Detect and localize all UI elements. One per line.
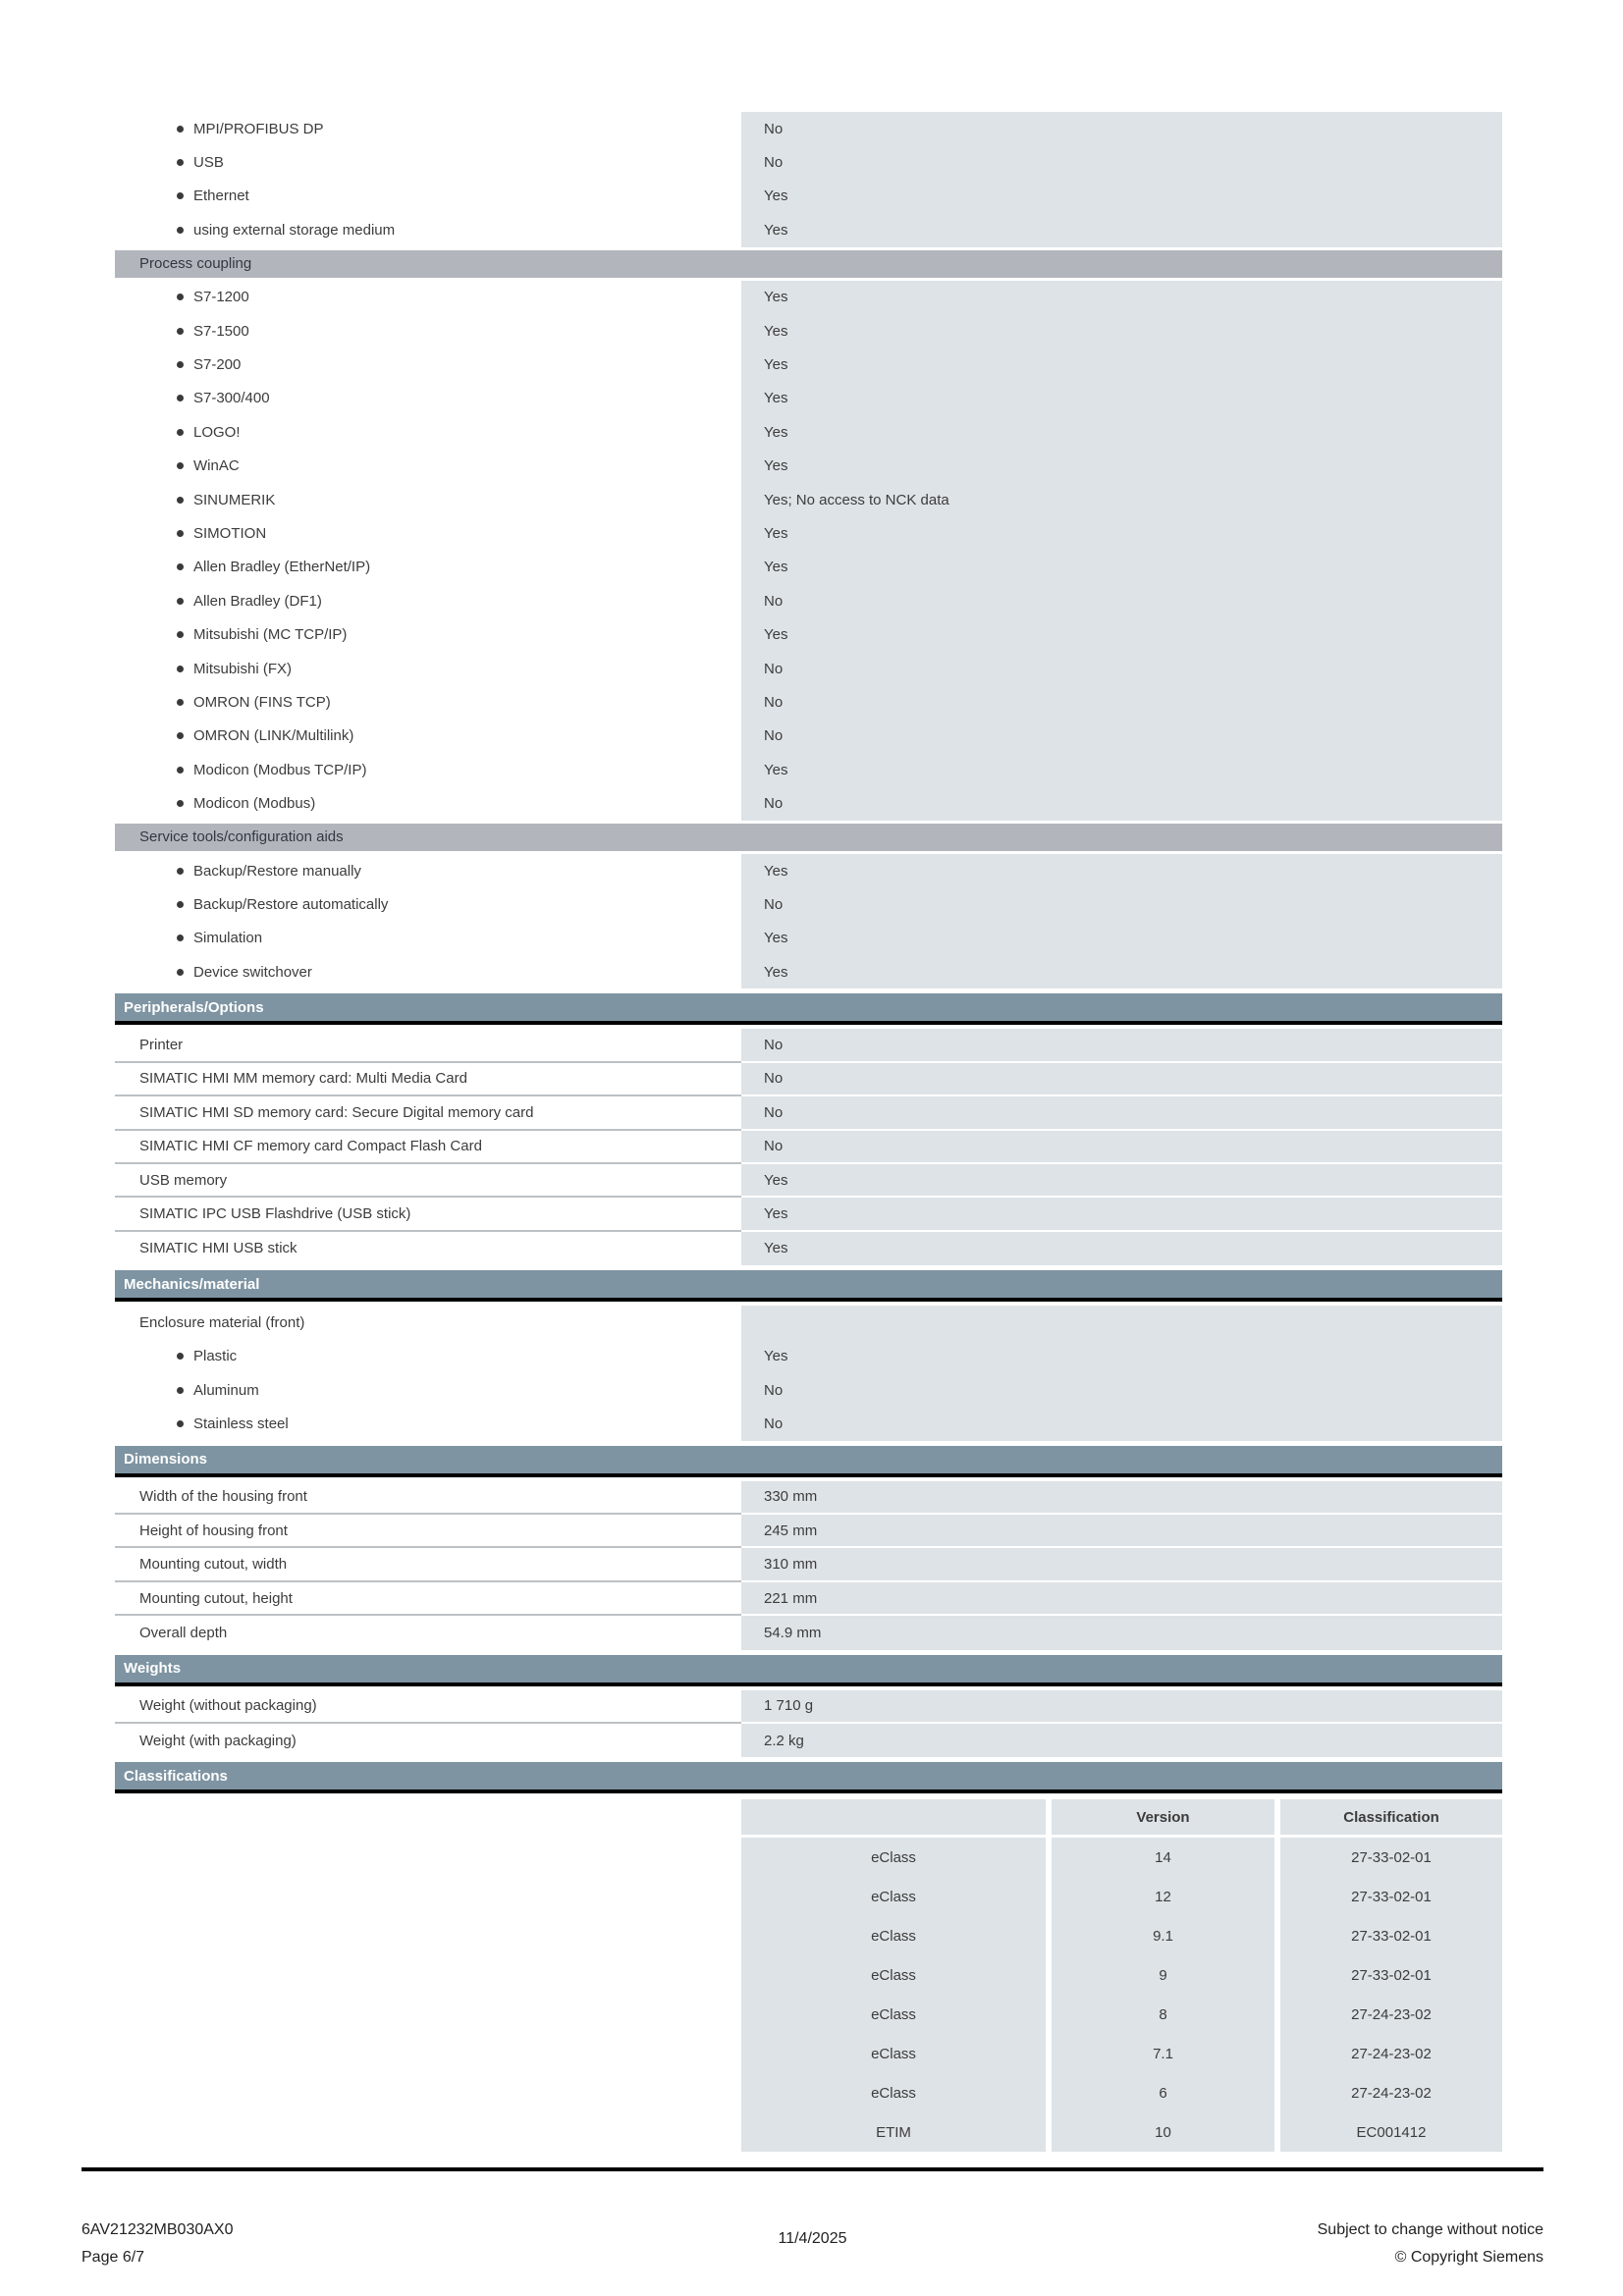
spec-label-cell bbox=[115, 347, 741, 381]
spec-value-cell bbox=[741, 483, 1502, 516]
spec-label: Height of housing front bbox=[139, 1522, 288, 1539]
spec-value: Yes bbox=[764, 1348, 788, 1365]
table-cell: eClass bbox=[741, 1955, 1046, 1995]
spec-value-cell bbox=[741, 551, 1502, 584]
bullet-icon bbox=[177, 1353, 184, 1360]
spec-label-cell bbox=[115, 281, 741, 314]
spec-value-cell bbox=[741, 887, 1502, 921]
change-notice: Subject to change without notice bbox=[1317, 2221, 1543, 2238]
spec-label-cell bbox=[115, 1690, 741, 1724]
spec-label-cell bbox=[115, 1616, 741, 1649]
spec-row bbox=[115, 1340, 1502, 1373]
spec-label: SIMATIC HMI SD memory card: Secure Digital memory card bbox=[139, 1103, 534, 1121]
spec-label: Allen Bradley (DF1) bbox=[193, 592, 322, 610]
spec-label: using external storage medium bbox=[193, 221, 396, 239]
classification-table bbox=[741, 1799, 1502, 2152]
spec-label: Modicon (Modbus TCP/IP) bbox=[193, 761, 367, 778]
spec-value-cell bbox=[741, 1407, 1502, 1440]
column-header: Version bbox=[1052, 1799, 1274, 1835]
spec-label-cell bbox=[115, 1340, 741, 1373]
spec-value-cell bbox=[741, 180, 1502, 213]
spec-value: 1 710 g bbox=[764, 1697, 814, 1715]
spec-label-cell bbox=[115, 213, 741, 246]
spec-value-cell bbox=[741, 450, 1502, 483]
spec-value-cell bbox=[741, 1373, 1502, 1407]
spec-value: Yes bbox=[764, 1240, 788, 1257]
spec-value-cell bbox=[741, 1582, 1502, 1616]
section-title: Process coupling bbox=[139, 255, 252, 273]
spec-label-cell bbox=[115, 516, 741, 550]
table-cell: eClass bbox=[741, 2034, 1046, 2073]
spec-row bbox=[115, 1515, 1502, 1548]
spec-label-cell bbox=[115, 551, 741, 584]
spec-value-cell bbox=[741, 314, 1502, 347]
table-cell: eClass bbox=[741, 1877, 1046, 1916]
section-header bbox=[115, 1270, 1502, 1302]
spec-row bbox=[115, 786, 1502, 820]
table-cell: 27-33-02-01 bbox=[1280, 1916, 1502, 1955]
spec-label-cell bbox=[115, 1548, 741, 1581]
bullet-icon bbox=[177, 1387, 184, 1394]
spec-row bbox=[115, 314, 1502, 347]
spec-row bbox=[115, 1096, 1502, 1130]
bullet-icon bbox=[177, 800, 184, 807]
spec-row bbox=[115, 1164, 1502, 1198]
spec-label: Aluminum bbox=[193, 1381, 259, 1399]
spec-value-cell bbox=[741, 685, 1502, 719]
bullet-icon bbox=[177, 294, 184, 300]
spec-label: Weight (without packaging) bbox=[139, 1697, 317, 1715]
table-cell: 27-24-23-02 bbox=[1280, 2073, 1502, 2112]
spec-row bbox=[115, 213, 1502, 246]
spec-rows-block bbox=[115, 1306, 1502, 1441]
spec-row bbox=[115, 584, 1502, 617]
table-cell: 9.1 bbox=[1052, 1916, 1274, 1955]
spec-value-cell bbox=[741, 584, 1502, 617]
spec-label-cell bbox=[115, 617, 741, 651]
bullet-icon bbox=[177, 563, 184, 570]
bullet-icon bbox=[177, 126, 184, 133]
spec-value-cell bbox=[741, 1616, 1502, 1649]
spec-value: No bbox=[764, 693, 784, 711]
spec-value: No bbox=[764, 1415, 784, 1432]
spec-value: Yes bbox=[764, 761, 788, 778]
spec-label-cell bbox=[115, 922, 741, 955]
spec-label: S7-200 bbox=[193, 356, 242, 374]
spec-label: Mitsubishi (FX) bbox=[193, 660, 293, 677]
bullet-icon bbox=[177, 934, 184, 941]
table-cell: 27-24-23-02 bbox=[1280, 2034, 1502, 2073]
spec-label: Modicon (Modbus) bbox=[193, 795, 316, 813]
spec-value-cell bbox=[741, 281, 1502, 314]
spec-row bbox=[115, 617, 1502, 651]
spec-label: WinAC bbox=[193, 457, 240, 475]
spec-row bbox=[115, 1306, 1502, 1339]
spec-value: No bbox=[764, 895, 784, 913]
spec-value: 54.9 mm bbox=[764, 1624, 822, 1641]
table-cell: eClass bbox=[741, 1995, 1046, 2034]
spec-value: No bbox=[764, 154, 784, 172]
spec-row bbox=[115, 887, 1502, 921]
spec-label: S7-1200 bbox=[193, 289, 249, 306]
section-header bbox=[115, 1655, 1502, 1686]
spec-label: Mounting cutout, height bbox=[139, 1589, 293, 1607]
table-cell: 12 bbox=[1052, 1877, 1274, 1916]
spec-value-cell bbox=[741, 1198, 1502, 1231]
spec-value: Yes bbox=[764, 390, 788, 407]
spec-value: Yes bbox=[764, 626, 788, 644]
spec-label-cell bbox=[115, 1582, 741, 1616]
spec-row bbox=[115, 516, 1502, 550]
spec-label-cell bbox=[115, 887, 741, 921]
spec-label: SIMATIC HMI MM memory card: Multi Media Card bbox=[139, 1070, 467, 1088]
spec-label-cell bbox=[115, 1096, 741, 1130]
spec-label-cell bbox=[115, 1164, 741, 1198]
spec-value: No bbox=[764, 1381, 784, 1399]
spec-label: OMRON (FINS TCP) bbox=[193, 693, 331, 711]
spec-label: Simulation bbox=[193, 930, 263, 947]
spec-row bbox=[115, 1198, 1502, 1231]
spec-row bbox=[115, 1407, 1502, 1440]
section-title: Classifications bbox=[124, 1767, 228, 1785]
spec-label-cell bbox=[115, 314, 741, 347]
spec-row bbox=[115, 483, 1502, 516]
spec-rows-block bbox=[115, 281, 1502, 821]
bullet-icon bbox=[177, 159, 184, 166]
spec-row bbox=[115, 1063, 1502, 1096]
column-header bbox=[741, 1799, 1046, 1835]
spec-row bbox=[115, 854, 1502, 887]
spec-value-cell bbox=[741, 516, 1502, 550]
spec-value: 330 mm bbox=[764, 1488, 818, 1506]
spec-row bbox=[115, 652, 1502, 685]
spec-label-cell bbox=[115, 483, 741, 516]
table-cell: eClass bbox=[741, 1838, 1046, 1877]
spec-label: Stainless steel bbox=[193, 1415, 289, 1432]
spec-value-cell bbox=[741, 1164, 1502, 1198]
spec-row bbox=[115, 922, 1502, 955]
spec-label: Plastic bbox=[193, 1348, 238, 1365]
spec-value-cell bbox=[741, 1306, 1502, 1339]
spec-value-cell bbox=[741, 720, 1502, 753]
spec-label: Mitsubishi (MC TCP/IP) bbox=[193, 626, 348, 644]
spec-label-cell bbox=[115, 1306, 741, 1339]
spec-value-cell bbox=[741, 652, 1502, 685]
spec-value: Yes; No access to NCK data bbox=[764, 491, 949, 508]
spec-row bbox=[115, 1582, 1502, 1616]
spec-value-cell bbox=[741, 753, 1502, 786]
spec-row bbox=[115, 450, 1502, 483]
spec-table bbox=[115, 112, 1502, 2152]
table-cell: EC001412 bbox=[1280, 2112, 1502, 2152]
spec-label-cell bbox=[115, 786, 741, 820]
spec-row bbox=[115, 551, 1502, 584]
spec-value: No bbox=[764, 795, 784, 813]
table-cell: 9 bbox=[1052, 1955, 1274, 1995]
spec-value: 2.2 kg bbox=[764, 1732, 804, 1749]
section-title: Service tools/configuration aids bbox=[139, 828, 344, 846]
bullet-icon bbox=[177, 868, 184, 875]
spec-value: No bbox=[764, 1070, 784, 1088]
spec-rows-block bbox=[115, 854, 1502, 989]
spec-value: Yes bbox=[764, 862, 788, 880]
table-cell: 27-24-23-02 bbox=[1280, 1995, 1502, 2034]
copyright: © Copyright Siemens bbox=[1394, 2249, 1543, 2266]
spec-value: Yes bbox=[764, 1205, 788, 1223]
spec-label-cell bbox=[115, 180, 741, 213]
footer-columns bbox=[81, 2171, 1543, 2279]
spec-label-cell bbox=[115, 955, 741, 988]
section-header bbox=[115, 1762, 1502, 1793]
spec-value-cell bbox=[741, 1096, 1502, 1130]
spec-row bbox=[115, 1232, 1502, 1265]
spec-value-cell bbox=[741, 1724, 1502, 1757]
spec-row bbox=[115, 1481, 1502, 1515]
spec-label: Weight (with packaging) bbox=[139, 1732, 297, 1749]
bullet-icon bbox=[177, 1420, 184, 1427]
spec-value-cell bbox=[741, 112, 1502, 145]
table-cell: 6 bbox=[1052, 2073, 1274, 2112]
spec-label: SIMATIC HMI CF memory card Compact Flash Card bbox=[139, 1138, 482, 1155]
spec-value-cell bbox=[741, 347, 1502, 381]
spec-value-cell bbox=[741, 1515, 1502, 1548]
table-cell: 27-33-02-01 bbox=[1280, 1955, 1502, 1995]
spec-label-cell bbox=[115, 1232, 741, 1265]
spec-value-cell bbox=[741, 1232, 1502, 1265]
spec-rows-block bbox=[115, 1481, 1502, 1650]
bullet-icon bbox=[177, 530, 184, 537]
bullet-icon bbox=[177, 598, 184, 605]
spec-value-cell bbox=[741, 922, 1502, 955]
spec-label: SIMATIC IPC USB Flashdrive (USB stick) bbox=[139, 1205, 411, 1223]
bullet-icon bbox=[177, 666, 184, 672]
spec-value: Yes bbox=[764, 963, 788, 981]
spec-label: SIMOTION bbox=[193, 524, 267, 542]
spec-value: Yes bbox=[764, 559, 788, 576]
spec-label-cell bbox=[115, 1063, 741, 1096]
spec-value: 221 mm bbox=[764, 1589, 818, 1607]
classification-table-header bbox=[741, 1799, 1502, 1835]
spec-value-cell bbox=[741, 1131, 1502, 1164]
spec-label-cell bbox=[115, 652, 741, 685]
spec-row bbox=[115, 145, 1502, 179]
bullet-icon bbox=[177, 497, 184, 504]
bullet-icon bbox=[177, 462, 184, 469]
spec-row bbox=[115, 1373, 1502, 1407]
spec-value-cell bbox=[741, 1029, 1502, 1062]
spec-value-cell bbox=[741, 213, 1502, 246]
spec-row bbox=[115, 720, 1502, 753]
section-title: Mechanics/material bbox=[124, 1275, 260, 1293]
spec-value: No bbox=[764, 660, 784, 677]
spec-label: LOGO! bbox=[193, 423, 241, 441]
spec-value: No bbox=[764, 592, 784, 610]
spec-label-cell bbox=[115, 1029, 741, 1062]
spec-label: Allen Bradley (EtherNet/IP) bbox=[193, 559, 371, 576]
article-number: 6AV21232MB030AX0 bbox=[81, 2221, 234, 2238]
spec-value: 245 mm bbox=[764, 1522, 818, 1539]
table-cell: ETIM bbox=[741, 2112, 1046, 2152]
footer-date: 11/4/2025 bbox=[778, 2230, 847, 2247]
spec-label-cell bbox=[115, 584, 741, 617]
spec-row bbox=[115, 955, 1502, 988]
classification-table-body bbox=[741, 1838, 1502, 2152]
bullet-icon bbox=[177, 227, 184, 234]
spec-label-cell bbox=[115, 1373, 741, 1407]
spec-rows-block bbox=[115, 1690, 1502, 1758]
spec-label-cell bbox=[115, 112, 741, 145]
spec-label: Ethernet bbox=[193, 187, 249, 205]
column-header: Classification bbox=[1280, 1799, 1502, 1835]
spec-label: S7-1500 bbox=[193, 322, 249, 340]
bullet-icon bbox=[177, 732, 184, 739]
section-title: Peripherals/Options bbox=[124, 998, 264, 1016]
spec-label: MPI/PROFIBUS DP bbox=[193, 120, 324, 137]
spec-label: Width of the housing front bbox=[139, 1488, 307, 1506]
page-number: Page 6/7 bbox=[81, 2249, 145, 2266]
spec-row bbox=[115, 1690, 1502, 1724]
subsection-header bbox=[115, 824, 1502, 851]
spec-label: S7-300/400 bbox=[193, 390, 270, 407]
bullet-icon bbox=[177, 631, 184, 638]
spec-row bbox=[115, 1029, 1502, 1062]
bullet-icon bbox=[177, 192, 184, 199]
spec-value-cell bbox=[741, 1481, 1502, 1515]
spec-label: SIMATIC HMI USB stick bbox=[139, 1240, 298, 1257]
spec-label: Device switchover bbox=[193, 963, 312, 981]
table-cell: 7.1 bbox=[1052, 2034, 1274, 2073]
spec-label-cell bbox=[115, 1407, 741, 1440]
bullet-icon bbox=[177, 361, 184, 368]
spec-value: Yes bbox=[764, 457, 788, 475]
spec-value-cell bbox=[741, 1340, 1502, 1373]
spec-value: Yes bbox=[764, 187, 788, 205]
bullet-icon bbox=[177, 395, 184, 401]
bullet-icon bbox=[177, 328, 184, 335]
table-cell: 10 bbox=[1052, 2112, 1274, 2152]
spec-label: SINUMERIK bbox=[193, 491, 276, 508]
spec-value: Yes bbox=[764, 1171, 788, 1189]
spec-label: Enclosure material (front) bbox=[139, 1313, 305, 1331]
section-header bbox=[115, 1446, 1502, 1477]
spec-value: No bbox=[764, 1037, 784, 1054]
table-cell: eClass bbox=[741, 2073, 1046, 2112]
spec-rows-block bbox=[115, 1029, 1502, 1265]
spec-value-cell bbox=[741, 854, 1502, 887]
table-cell: eClass bbox=[741, 1916, 1046, 1955]
spec-label-cell bbox=[115, 720, 741, 753]
spec-row bbox=[115, 112, 1502, 145]
bullet-icon bbox=[177, 901, 184, 908]
table-cell: 8 bbox=[1052, 1995, 1274, 2034]
spec-label-cell bbox=[115, 1481, 741, 1515]
table-cell: 27-33-02-01 bbox=[1280, 1838, 1502, 1877]
spec-value: Yes bbox=[764, 356, 788, 374]
spec-value: No bbox=[764, 1103, 784, 1121]
spec-value-cell bbox=[741, 145, 1502, 179]
spec-row bbox=[115, 1548, 1502, 1581]
spec-label: OMRON (LINK/Multilink) bbox=[193, 727, 354, 745]
spec-value: Yes bbox=[764, 322, 788, 340]
spec-row bbox=[115, 180, 1502, 213]
subsection-header bbox=[115, 250, 1502, 278]
spec-value: Yes bbox=[764, 930, 788, 947]
spec-label-cell bbox=[115, 1198, 741, 1231]
spec-row bbox=[115, 1131, 1502, 1164]
spec-row bbox=[115, 753, 1502, 786]
bullet-icon bbox=[177, 429, 184, 436]
spec-label-cell bbox=[115, 1724, 741, 1757]
spec-row bbox=[115, 415, 1502, 449]
spec-label-cell bbox=[115, 854, 741, 887]
table-cell: 14 bbox=[1052, 1838, 1274, 1877]
spec-value: Yes bbox=[764, 289, 788, 306]
spec-row bbox=[115, 1724, 1502, 1757]
section-title: Weights bbox=[124, 1660, 182, 1678]
spec-label-cell bbox=[115, 685, 741, 719]
spec-value: Yes bbox=[764, 423, 788, 441]
spec-value-cell bbox=[741, 1548, 1502, 1581]
spec-value: No bbox=[764, 727, 784, 745]
spec-row bbox=[115, 347, 1502, 381]
spec-value-cell bbox=[741, 955, 1502, 988]
bullet-icon bbox=[177, 767, 184, 774]
spec-label-cell bbox=[115, 382, 741, 415]
spec-value-cell bbox=[741, 415, 1502, 449]
spec-value-cell bbox=[741, 786, 1502, 820]
spec-label: Overall depth bbox=[139, 1624, 228, 1641]
bullet-icon bbox=[177, 969, 184, 976]
bullet-icon bbox=[177, 699, 184, 706]
spec-row bbox=[115, 281, 1502, 314]
spec-label: Printer bbox=[139, 1037, 184, 1054]
footer-right bbox=[1318, 2216, 1543, 2271]
page-footer bbox=[81, 2167, 1543, 2279]
spec-label-cell bbox=[115, 145, 741, 179]
spec-row bbox=[115, 685, 1502, 719]
spec-label: USB memory bbox=[139, 1171, 228, 1189]
spec-row bbox=[115, 1616, 1502, 1649]
spec-value: No bbox=[764, 1138, 784, 1155]
spec-label: USB bbox=[193, 154, 224, 172]
spec-value-cell bbox=[741, 1063, 1502, 1096]
spec-value-cell bbox=[741, 382, 1502, 415]
spec-value-cell bbox=[741, 617, 1502, 651]
spec-value: Yes bbox=[764, 221, 788, 239]
footer-left bbox=[81, 2216, 233, 2271]
section-header bbox=[115, 993, 1502, 1025]
spec-label: Backup/Restore manually bbox=[193, 862, 361, 880]
table-cell: 27-33-02-01 bbox=[1280, 1877, 1502, 1916]
spec-label-cell bbox=[115, 450, 741, 483]
spec-value: 310 mm bbox=[764, 1556, 818, 1574]
spec-value: Yes bbox=[764, 524, 788, 542]
spec-label: Backup/Restore automatically bbox=[193, 895, 389, 913]
spec-value-cell bbox=[741, 1690, 1502, 1724]
spec-label-cell bbox=[115, 1131, 741, 1164]
spec-label-cell bbox=[115, 415, 741, 449]
spec-rows-block bbox=[115, 112, 1502, 247]
spec-value: No bbox=[764, 120, 784, 137]
spec-row bbox=[115, 382, 1502, 415]
section-title: Dimensions bbox=[124, 1451, 208, 1468]
spec-label-cell bbox=[115, 753, 741, 786]
spec-label-cell bbox=[115, 1515, 741, 1548]
spec-label: Mounting cutout, width bbox=[139, 1556, 288, 1574]
